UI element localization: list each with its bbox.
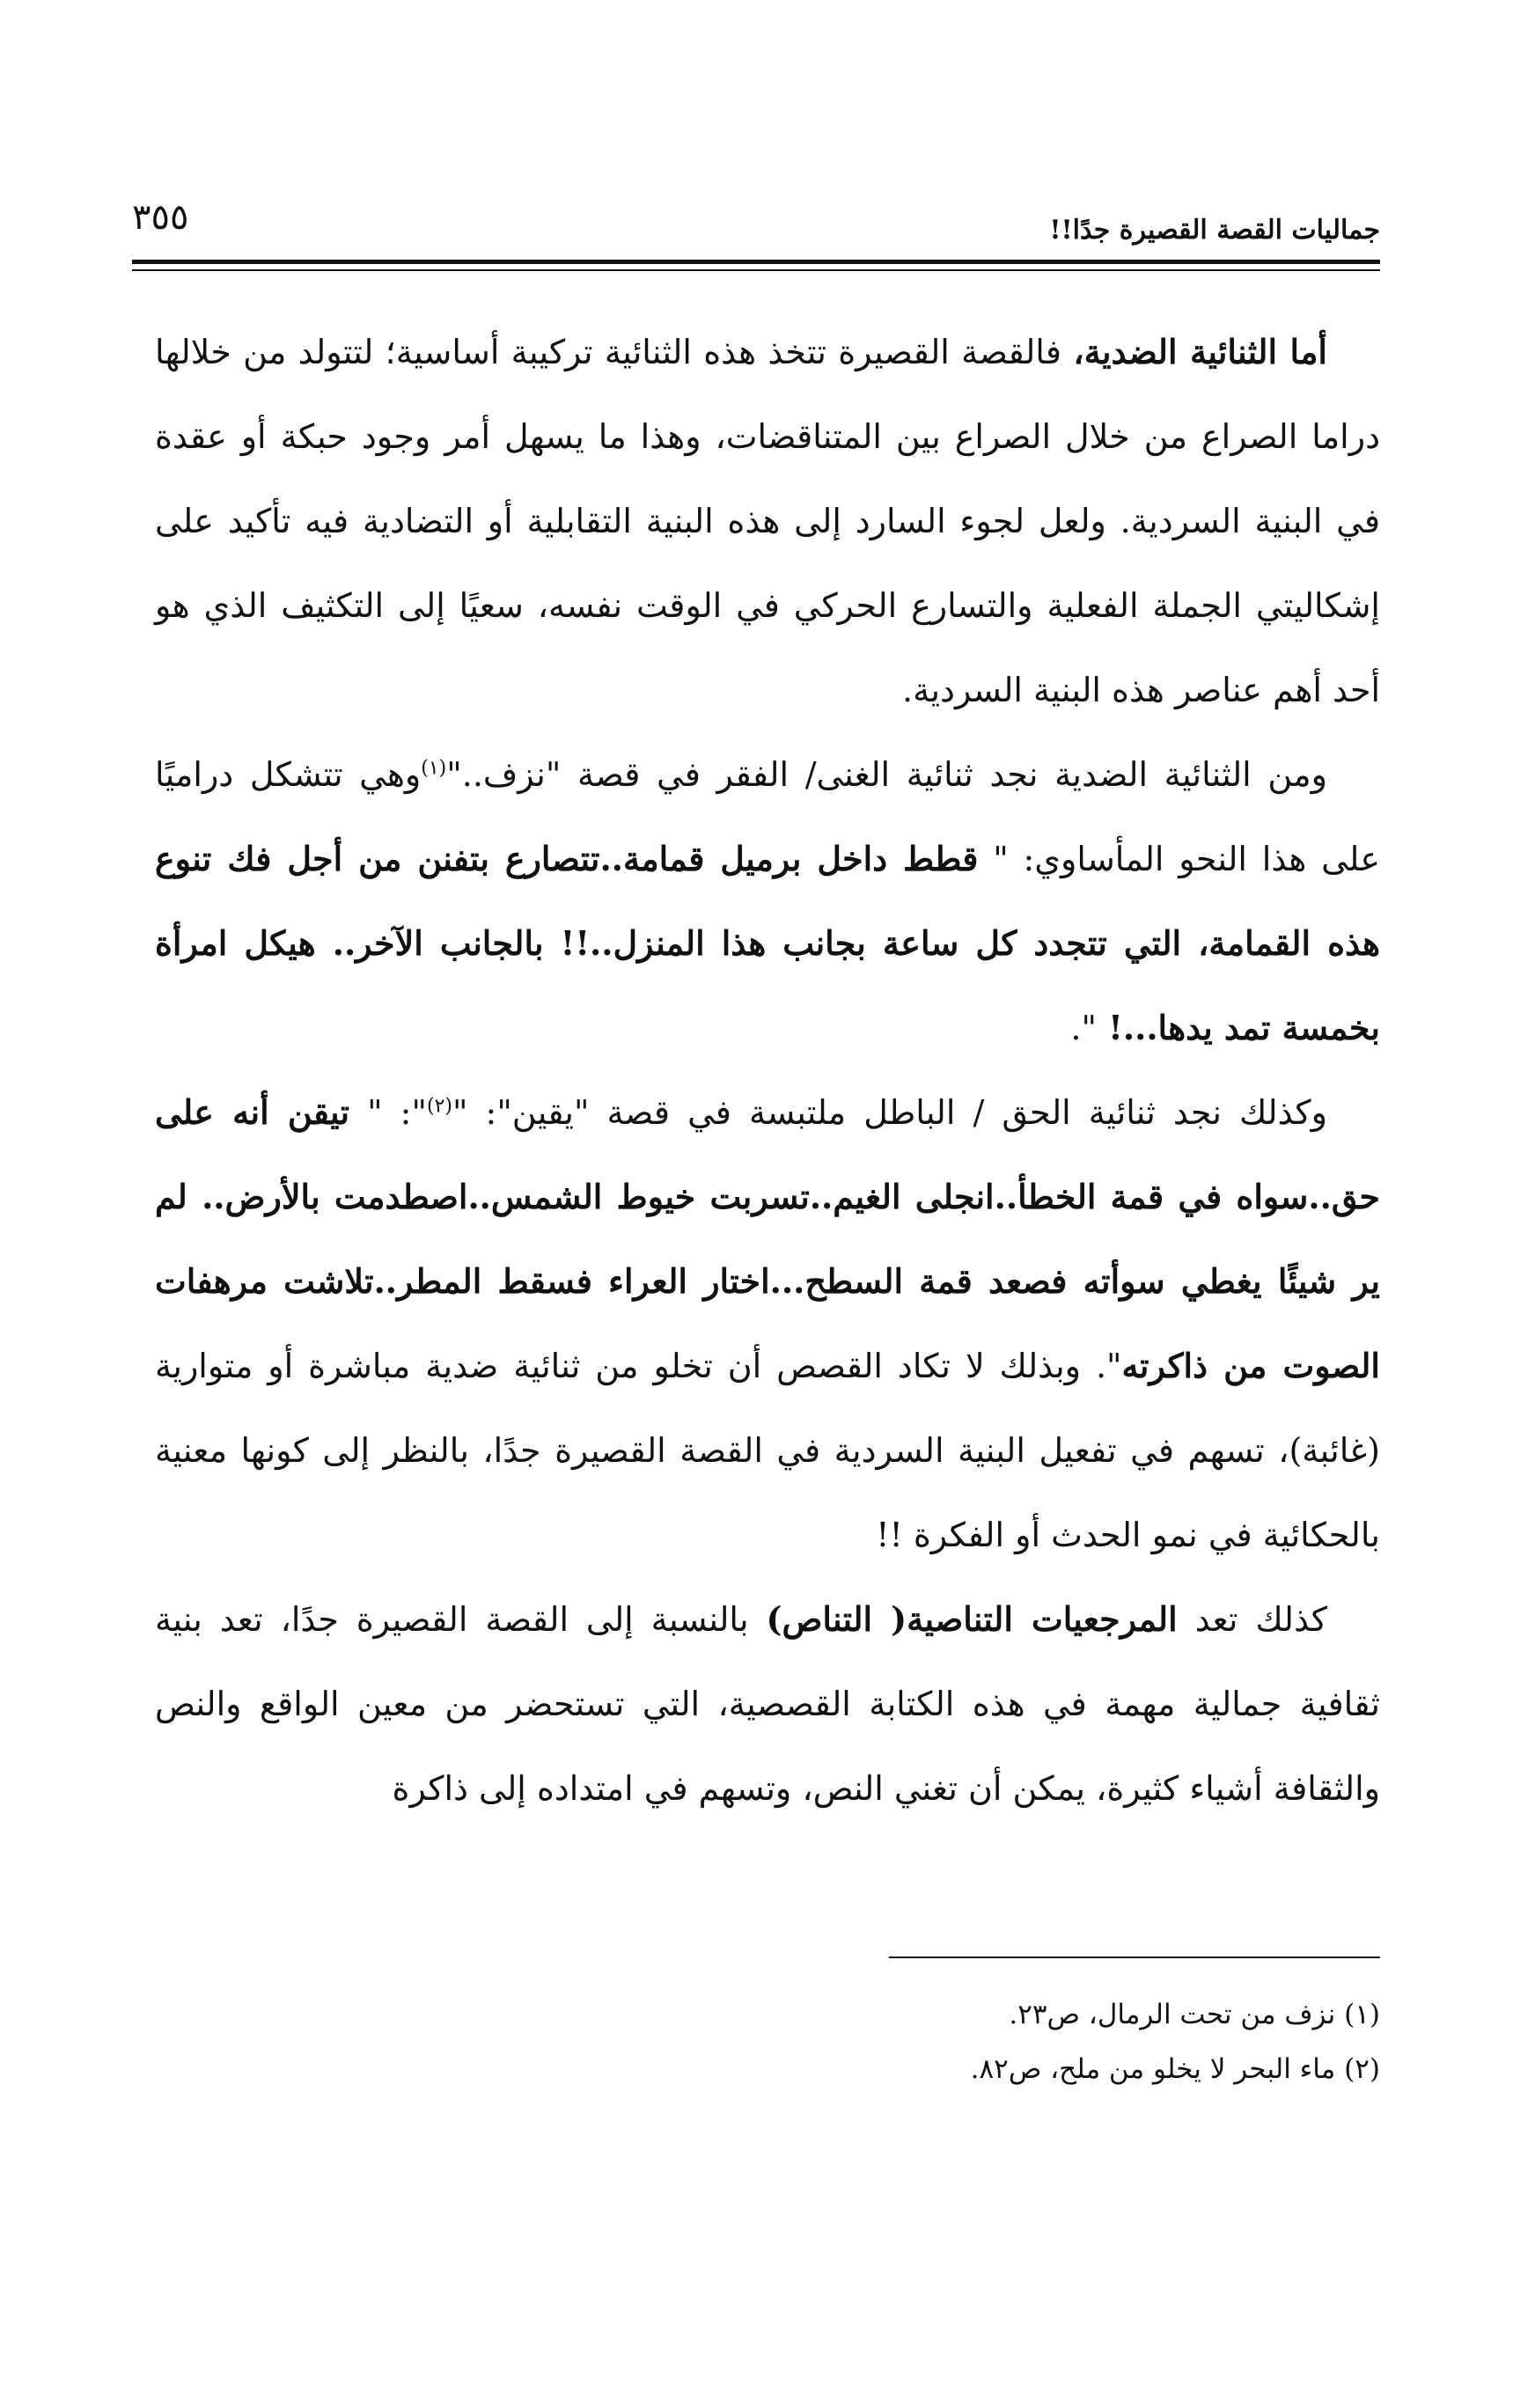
body-text (155, 310, 1380, 1831)
footnote-rule (889, 1956, 1380, 1958)
bold-phrase: المرجعيات التناصية( التناص) (766, 1599, 1178, 1639)
footnote-ref: (١) (421, 757, 447, 780)
quoted-bold-text: قطط داخل برميل قمامة..تتصارع بتفنن من أجل فك تنوع هذه القمامة، التي تتجدد كل ساعة بجانب هذا المنزل..!! بالجانب الآخر.. هيكل امرأة بخمسة تمد يدها...! (155, 839, 1380, 1047)
paragraph-text: وهي تتشكل دراميًا على هذا النحو المأساوي: " (155, 755, 1381, 878)
footnote-2: (٢) ماء البحر لا يخلو من ملح، ص٨٢. (970, 2053, 1380, 2085)
footnote-ref: (٢) (426, 1095, 452, 1118)
header-rule-thick (132, 260, 1380, 264)
paragraph-3 (155, 1070, 1380, 1577)
paragraph-text: ". (1070, 1009, 1097, 1047)
paragraph-text: ". وبذلك لا تكاد القصص أن تخلو من ثنائية ضدية مباشرة أو متوارية (غائبة)، تسهم في تفعيل البنية السردية في القصة القصيرة جدًا، بالنظر إلى كونها معنية بالحكائية في نمو الحدث أو الفكرة !! (155, 1347, 1380, 1554)
running-title: جماليات القصة القصيرة جدًا!! (1049, 215, 1380, 246)
running-head (132, 195, 1380, 257)
footnotes (588, 1987, 1380, 2096)
page-number: ٣٥٥ (132, 197, 189, 238)
header-rule-thin (132, 269, 1380, 271)
paragraph-text: وكذلك نجد ثنائية الحق / الباطل ملتبسة في قصة "يقين": " (452, 1093, 1327, 1132)
quoted-bold-text: تيقن أنه على حق..سواه في قمة الخطأ..انجلى الغيم..تسربت خيوط الشمس..اصطدمت بالأرض.. لم ير شيئًا يغطي سوأته فصعد قمة السطح...اختار العراء فسقط المطر..تلاشت مرهفات الصوت من ذاكرته (155, 1092, 1380, 1385)
paragraph-text: فالقصة القصيرة تتخذ هذه الثنائية تركيبة أساسية؛ لتتولد من خلالها دراما الصراع من خلال الصراع بين المتناقضات، وهذا ما يسهل أمر وجود حبكة أو عقدة في البنية السردية. ولعل لجوء السارد إلى هذه البنية التقابلية أو التضادية فيه تأكيد على إشكاليتي الجملة الفعلية والتسارع الحركي في الوقت نفسه، سعيًا إلى التكثيف الذي هو أحد أهم عناصر هذه البنية السردية. (155, 333, 1380, 709)
paragraph-text: كذلك تعد (1177, 1600, 1328, 1639)
paragraph-text: ومن الثنائية الضدية نجد ثنائية الغنى/ الفقر في قصة "نزف.." (446, 755, 1327, 794)
bold-phrase: أما الثنائية الضدية، (1073, 332, 1327, 371)
footnote-1: (١) نزف من تحت الرمال، ص٢٣. (1009, 1999, 1380, 2030)
paragraph-text: بالنسبة إلى القصة القصيرة جدًا، تعد بنية ثقافية جمالية مهمة في هذه الكتابة القصصية، التي تستحضر من معين الواقع والنص والثقافة أشياء كثيرة، يمكن أن تغني النص، وتسهم في امتداده إلى ذاكرة (155, 1600, 1380, 1808)
paragraph-1 (155, 310, 1380, 732)
paragraph-2 (155, 732, 1380, 1070)
paragraph-4 (155, 1577, 1380, 1831)
paragraph-text: ": " (349, 1093, 427, 1132)
